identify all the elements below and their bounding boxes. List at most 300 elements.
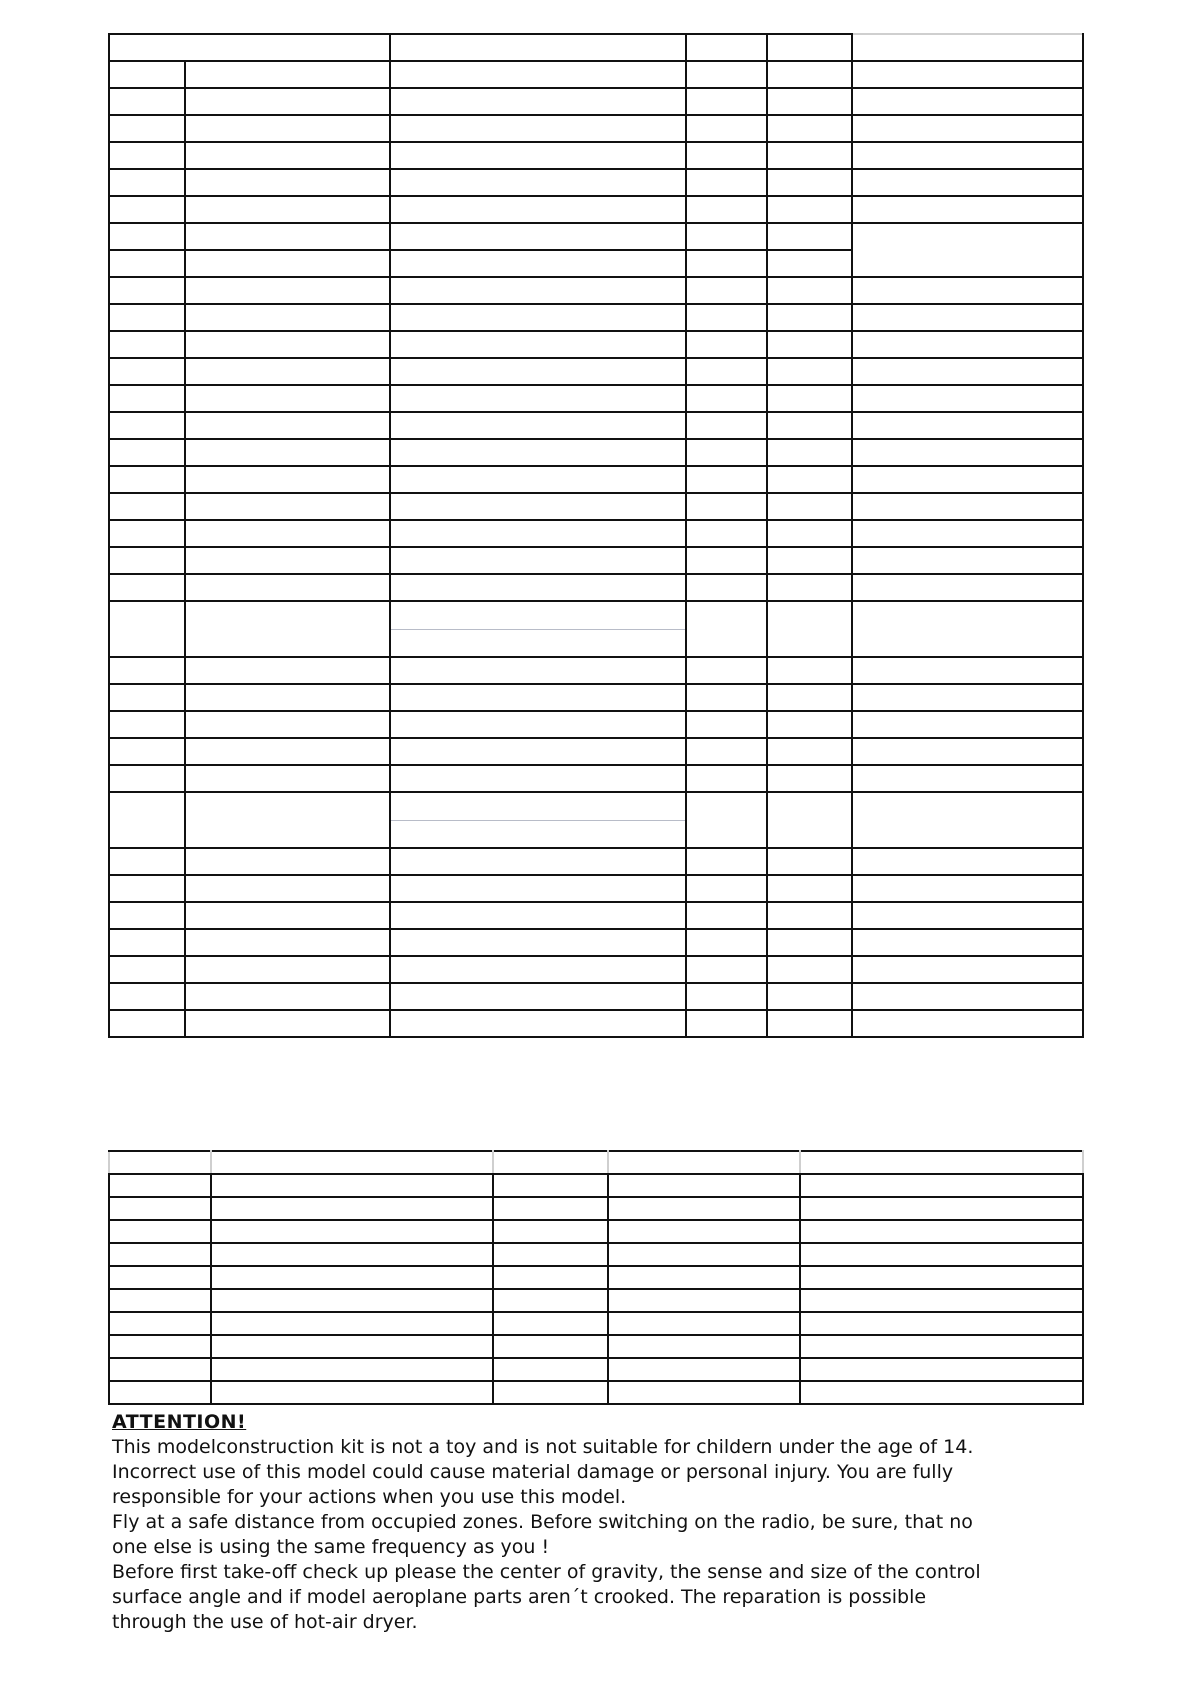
table-row <box>109 547 1083 574</box>
table-row <box>109 1266 1083 1289</box>
table-row <box>109 304 1083 331</box>
table-cell <box>211 1174 493 1197</box>
table-cell <box>686 385 767 412</box>
table-cell <box>109 601 185 657</box>
table-cell <box>686 331 767 358</box>
table-cell <box>852 520 1083 547</box>
table-cell <box>390 547 686 574</box>
table-cell <box>185 439 390 466</box>
table-cell <box>185 738 390 765</box>
table-row <box>109 684 1083 711</box>
table-row <box>109 1174 1083 1197</box>
table-row <box>109 956 1083 983</box>
table-cell <box>185 331 390 358</box>
table-cell <box>390 520 686 547</box>
table-cell <box>800 1243 1083 1266</box>
table-cell <box>608 1312 800 1335</box>
table-cell <box>390 711 686 738</box>
table-cell <box>185 657 390 684</box>
table-row <box>109 88 1083 115</box>
table-cell <box>686 684 767 711</box>
table-cell <box>185 466 390 493</box>
table-cell <box>493 1381 608 1404</box>
table-cell <box>767 331 852 358</box>
table-cell <box>852 61 1083 88</box>
table-cell <box>852 684 1083 711</box>
table-cell <box>109 1010 185 1037</box>
table-cell <box>767 142 852 169</box>
table-cell <box>185 223 390 250</box>
table-cell <box>767 792 852 848</box>
table-cell <box>109 875 185 902</box>
table-cell <box>185 88 390 115</box>
table-cell <box>852 493 1083 520</box>
table-cell <box>211 1358 493 1381</box>
table-row <box>109 848 1083 875</box>
table-cell <box>109 1151 211 1174</box>
table-cell <box>390 902 686 929</box>
table-cell <box>852 765 1083 792</box>
table-cell <box>608 1358 800 1381</box>
table-row <box>109 277 1083 304</box>
table-cell <box>767 61 852 88</box>
table-cell <box>185 711 390 738</box>
table-cell <box>686 115 767 142</box>
table-cell <box>852 412 1083 439</box>
table-cell <box>767 929 852 956</box>
table-cell <box>767 711 852 738</box>
table-cell <box>767 956 852 983</box>
table-cell <box>767 848 852 875</box>
table-cell <box>767 657 852 684</box>
table-cell <box>686 88 767 115</box>
secondary-table <box>108 1150 1084 1405</box>
table-cell <box>109 684 185 711</box>
table-cell <box>211 1289 493 1312</box>
table-cell <box>390 196 686 223</box>
table-cell <box>390 929 686 956</box>
table-cell <box>109 738 185 765</box>
table-cell <box>185 983 390 1010</box>
table-row <box>109 902 1083 929</box>
table-cell <box>800 1289 1083 1312</box>
table-cell <box>686 304 767 331</box>
table-cell <box>852 547 1083 574</box>
table-cell <box>390 223 686 250</box>
table-row <box>109 115 1083 142</box>
table-cell <box>767 358 852 385</box>
table-cell <box>390 358 686 385</box>
table-cell <box>390 765 686 792</box>
table-cell <box>185 358 390 385</box>
table-cell <box>185 520 390 547</box>
table-cell <box>109 929 185 956</box>
table-cell <box>686 1010 767 1037</box>
table-cell <box>109 1243 211 1266</box>
table-row <box>109 223 1083 250</box>
table-cell <box>686 875 767 902</box>
table-row <box>109 358 1083 385</box>
attention-line: This modelconstruction kit is not a toy and is not suitable for childern under the age of 14. <box>112 1436 974 1458</box>
table-cell <box>185 547 390 574</box>
table-cell <box>686 848 767 875</box>
table-row <box>109 142 1083 169</box>
table-cell <box>109 223 185 250</box>
table-cell <box>767 196 852 223</box>
table-row <box>109 331 1083 358</box>
table-cell <box>109 1381 211 1404</box>
table-cell <box>767 1010 852 1037</box>
table-cell <box>767 520 852 547</box>
table-cell <box>686 601 767 657</box>
table-cell <box>852 738 1083 765</box>
table-cell <box>852 1010 1083 1037</box>
table-cell <box>800 1197 1083 1220</box>
table-cell <box>608 1151 800 1174</box>
table-cell <box>390 1010 686 1037</box>
table-cell <box>109 657 185 684</box>
attention-line: Before first take-off check up please the center of gravity, the sense and size of the control <box>112 1561 981 1583</box>
table-cell <box>852 711 1083 738</box>
table-cell <box>109 1312 211 1335</box>
table-cell <box>800 1381 1083 1404</box>
table-cell <box>211 1197 493 1220</box>
table-cell <box>686 792 767 848</box>
table-cell <box>211 1266 493 1289</box>
table-cell <box>185 792 390 848</box>
table-cell <box>686 929 767 956</box>
table-row <box>109 493 1083 520</box>
table-cell <box>852 88 1083 115</box>
table-cell <box>185 902 390 929</box>
table-cell <box>185 929 390 956</box>
table-cell <box>390 684 686 711</box>
table-cell <box>185 169 390 196</box>
table-cell <box>109 439 185 466</box>
table-cell <box>109 304 185 331</box>
table-cell <box>686 412 767 439</box>
table-cell <box>390 277 686 304</box>
table-cell <box>185 115 390 142</box>
table-cell <box>390 250 686 277</box>
table-cell <box>185 1010 390 1037</box>
table-cell <box>211 1335 493 1358</box>
table-cell <box>390 848 686 875</box>
table-cell <box>185 250 390 277</box>
table-cell <box>686 547 767 574</box>
table-cell <box>185 142 390 169</box>
inner-divider <box>391 793 685 821</box>
table-cell <box>185 493 390 520</box>
table-row <box>109 196 1083 223</box>
table-cell <box>185 684 390 711</box>
table-cell <box>767 574 852 601</box>
table-row-tall <box>109 792 1083 848</box>
table-cell <box>852 929 1083 956</box>
table-header-row <box>109 1151 1083 1174</box>
table-cell <box>800 1335 1083 1358</box>
table-cell <box>686 223 767 250</box>
table-cell <box>109 88 185 115</box>
table-cell <box>109 493 185 520</box>
table-cell <box>608 1381 800 1404</box>
table-row <box>109 574 1083 601</box>
table-cell <box>109 115 185 142</box>
table-cell <box>767 439 852 466</box>
table-cell <box>767 277 852 304</box>
table-cell <box>185 765 390 792</box>
table-cell <box>800 1151 1083 1174</box>
table-cell <box>767 115 852 142</box>
table-cell <box>185 601 390 657</box>
table-cell <box>109 711 185 738</box>
table-cell <box>767 250 852 277</box>
table-cell <box>608 1197 800 1220</box>
header-cell <box>686 34 767 61</box>
table-cell <box>185 277 390 304</box>
table-cell <box>800 1312 1083 1335</box>
table-cell <box>493 1312 608 1335</box>
table-cell <box>109 277 185 304</box>
table-cell <box>185 412 390 439</box>
table-cell <box>852 466 1083 493</box>
table-cell <box>185 304 390 331</box>
table-cell <box>852 574 1083 601</box>
table-row <box>109 1010 1083 1037</box>
table-cell <box>686 738 767 765</box>
table-cell <box>800 1266 1083 1289</box>
table-cell <box>109 1266 211 1289</box>
table-cell <box>493 1266 608 1289</box>
table-cell <box>686 196 767 223</box>
table-cell <box>608 1243 800 1266</box>
table-row <box>109 1312 1083 1335</box>
table-cell <box>608 1335 800 1358</box>
table-row <box>109 520 1083 547</box>
table-cell <box>109 196 185 223</box>
table-cell <box>608 1220 800 1243</box>
table-cell <box>767 765 852 792</box>
table-cell <box>390 304 686 331</box>
table-cell <box>608 1174 800 1197</box>
table-cell <box>852 331 1083 358</box>
table-cell <box>767 88 852 115</box>
table-cell <box>390 412 686 439</box>
table-cell <box>390 331 686 358</box>
table-row <box>109 1358 1083 1381</box>
table-cell <box>493 1220 608 1243</box>
table-cell <box>109 1358 211 1381</box>
table-cell <box>109 792 185 848</box>
table-cell <box>686 250 767 277</box>
table-cell <box>390 792 686 848</box>
table-cell <box>109 1335 211 1358</box>
table-cell <box>686 711 767 738</box>
table-cell <box>109 169 185 196</box>
table-cell <box>493 1197 608 1220</box>
table-cell <box>390 61 686 88</box>
table-cell <box>390 875 686 902</box>
table-row <box>109 929 1083 956</box>
table-row <box>109 875 1083 902</box>
table-cell <box>390 115 686 142</box>
table-cell <box>800 1220 1083 1243</box>
table-cell <box>109 765 185 792</box>
table-cell <box>493 1358 608 1381</box>
table-cell <box>109 61 185 88</box>
table-cell <box>800 1358 1083 1381</box>
table-cell <box>852 983 1083 1010</box>
header-cell <box>852 34 1083 61</box>
table-cell <box>109 902 185 929</box>
table-cell <box>109 250 185 277</box>
table-cell <box>109 1197 211 1220</box>
table-cell <box>390 738 686 765</box>
table-cell <box>686 983 767 1010</box>
header-cell <box>767 34 852 61</box>
table-cell <box>211 1243 493 1266</box>
table-cell <box>686 169 767 196</box>
table-cell <box>767 738 852 765</box>
table-cell <box>493 1243 608 1266</box>
table-cell <box>109 848 185 875</box>
table-cell <box>109 983 185 1010</box>
table-cell <box>109 1174 211 1197</box>
table-cell <box>390 439 686 466</box>
table-cell <box>390 169 686 196</box>
table-cell <box>686 765 767 792</box>
table-cell <box>686 142 767 169</box>
table-cell <box>109 412 185 439</box>
attention-line: through the use of hot-air dryer. <box>112 1611 418 1633</box>
table-cell <box>686 520 767 547</box>
table-cell <box>852 358 1083 385</box>
table-cell <box>852 169 1083 196</box>
table-cell <box>109 1220 211 1243</box>
table-cell <box>852 142 1083 169</box>
table-cell <box>109 1289 211 1312</box>
table-row <box>109 385 1083 412</box>
table-cell <box>852 601 1083 657</box>
table-cell <box>185 848 390 875</box>
table-cell <box>185 875 390 902</box>
table-cell <box>109 358 185 385</box>
table-cell <box>109 520 185 547</box>
table-cell <box>686 277 767 304</box>
table-cell <box>767 385 852 412</box>
table-cell <box>390 142 686 169</box>
table-cell <box>109 385 185 412</box>
attention-notice <box>112 1410 1032 1635</box>
table-cell <box>767 601 852 657</box>
table-row <box>109 466 1083 493</box>
attention-line: Fly at a safe distance from occupied zones. Before switching on the radio, be sure, that no <box>112 1511 973 1533</box>
table-cell <box>211 1381 493 1404</box>
table-cell <box>767 875 852 902</box>
table-row <box>109 1243 1083 1266</box>
table-cell <box>686 439 767 466</box>
table-cell <box>686 493 767 520</box>
attention-line: one else is using the same frequency as you ! <box>112 1536 550 1558</box>
table-cell <box>109 331 185 358</box>
table-row <box>109 1197 1083 1220</box>
table-cell <box>686 466 767 493</box>
table-cell <box>109 142 185 169</box>
table-cell <box>493 1335 608 1358</box>
table-cell <box>390 574 686 601</box>
table-cell <box>767 902 852 929</box>
table-row <box>109 169 1083 196</box>
inner-divider <box>391 602 685 630</box>
table-cell <box>852 196 1083 223</box>
table-row <box>109 711 1083 738</box>
table-cell <box>686 956 767 983</box>
table-cell <box>185 61 390 88</box>
table-cell <box>185 574 390 601</box>
table-row <box>109 738 1083 765</box>
table-cell <box>852 848 1083 875</box>
table-cell <box>493 1289 608 1312</box>
table-cell <box>852 657 1083 684</box>
table-cell <box>211 1312 493 1335</box>
table-cell <box>686 358 767 385</box>
table-cell <box>852 956 1083 983</box>
table-cell <box>767 304 852 331</box>
table-cell <box>608 1266 800 1289</box>
table-cell <box>185 196 390 223</box>
table-row-tall <box>109 601 1083 657</box>
table-cell <box>767 169 852 196</box>
table-cell <box>767 493 852 520</box>
table-cell <box>852 902 1083 929</box>
table-cell <box>390 956 686 983</box>
table-cell <box>390 601 686 657</box>
table-cell <box>686 657 767 684</box>
table-row <box>109 412 1083 439</box>
table-row <box>109 657 1083 684</box>
table-cell <box>185 385 390 412</box>
table-cell <box>767 983 852 1010</box>
table-row <box>109 1289 1083 1312</box>
table-cell <box>493 1151 608 1174</box>
table-cell <box>852 439 1083 466</box>
table-cell <box>800 1174 1083 1197</box>
attention-line: surface angle and if model aeroplane parts aren´t crooked. The reparation is possible <box>112 1586 927 1608</box>
table-cell <box>390 385 686 412</box>
table-cell <box>390 983 686 1010</box>
table-row <box>109 439 1083 466</box>
table-cell <box>185 956 390 983</box>
table-row <box>109 1220 1083 1243</box>
table-cell <box>686 574 767 601</box>
header-cell <box>390 34 686 61</box>
table-header-row <box>109 34 1083 61</box>
table-cell <box>608 1289 800 1312</box>
attention-heading: ATTENTION! <box>112 1411 247 1433</box>
table-cell <box>686 61 767 88</box>
table-row <box>109 1381 1083 1404</box>
table-cell <box>109 547 185 574</box>
table-cell <box>767 223 852 250</box>
table-cell <box>493 1174 608 1197</box>
table-cell <box>109 956 185 983</box>
table-cell <box>852 277 1083 304</box>
table-cell <box>109 466 185 493</box>
table-cell <box>390 88 686 115</box>
table-row <box>109 61 1083 88</box>
table-cell <box>390 466 686 493</box>
table-cell <box>390 657 686 684</box>
